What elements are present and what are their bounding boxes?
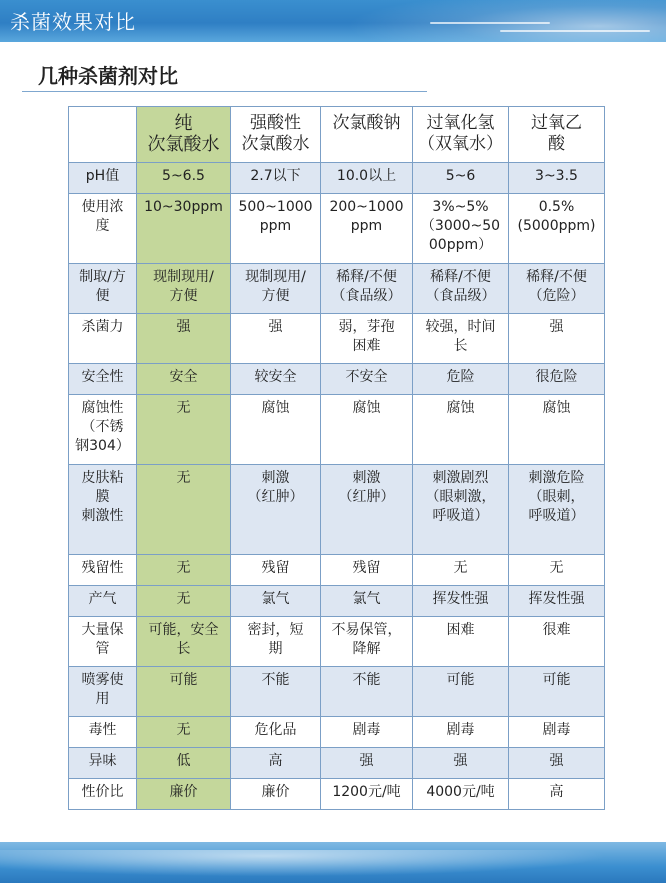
table-cell: 强: [509, 748, 605, 779]
table-row: [69, 717, 605, 748]
table-cell: 5~6: [413, 163, 509, 194]
table-cell: 剧毒: [321, 717, 413, 748]
table-row: [69, 364, 605, 395]
table-cell: 氯气: [321, 586, 413, 617]
table-row: [69, 314, 605, 364]
table-cell: 廉价: [137, 779, 231, 810]
table-row: [69, 617, 605, 667]
table-cell: 无: [509, 555, 605, 586]
row-label-cell: 异味: [69, 748, 137, 779]
table-cell: 无: [137, 555, 231, 586]
table-row: [69, 748, 605, 779]
table-row: [69, 264, 605, 314]
table-cell: 强: [137, 314, 231, 364]
header-cell-peracetic-acid: 过氧乙 酸: [509, 107, 605, 163]
table-cell: 挥发性强: [509, 586, 605, 617]
table-cell: 剧毒: [509, 717, 605, 748]
table-cell: 低: [137, 748, 231, 779]
table-cell: 稀释/不便 （危险）: [509, 264, 605, 314]
table-cell: 残留: [231, 555, 321, 586]
header-cell-hydrogen-peroxide: 过氧化氢 （双氧水）: [413, 107, 509, 163]
table-cell: 残留: [321, 555, 413, 586]
table-cell: 不安全: [321, 364, 413, 395]
table-cell: 无: [137, 717, 231, 748]
table-cell: 刺激剧烈 （眼刺激， 呼吸道）: [413, 465, 509, 555]
table-cell: 强: [413, 748, 509, 779]
table-row: [69, 555, 605, 586]
row-label-cell: 杀菌力: [69, 314, 137, 364]
row-label-cell: 制取/方 便: [69, 264, 137, 314]
table-cell: 无: [137, 586, 231, 617]
table-cell: 可能: [413, 667, 509, 717]
table-cell: 较强，时间 长: [413, 314, 509, 364]
table-cell: 挥发性强: [413, 586, 509, 617]
table-cell: 可能: [509, 667, 605, 717]
title-banner: [0, 0, 666, 42]
table-cell: 稀释/不便 （食品级）: [321, 264, 413, 314]
table-cell: 腐蚀: [321, 395, 413, 465]
table-cell: 10.0以上: [321, 163, 413, 194]
table-row: [69, 395, 605, 465]
table-cell: 密封，短 期: [231, 617, 321, 667]
table-cell: 3%~5% （3000~50 00ppm）: [413, 194, 509, 264]
table-cell: 1200元/吨: [321, 779, 413, 810]
table-cell: 不易保管， 降解: [321, 617, 413, 667]
header-cell-strong-acid-hypochlorous-water: 强酸性 次氯酸水: [231, 107, 321, 163]
table-cell: 强: [509, 314, 605, 364]
row-label-cell: 产气: [69, 586, 137, 617]
table-cell: 500~1000 ppm: [231, 194, 321, 264]
row-label-cell: 大量保 管: [69, 617, 137, 667]
table-cell: 腐蚀: [413, 395, 509, 465]
row-label-cell: 性价比: [69, 779, 137, 810]
table-header-row: [69, 107, 605, 163]
table-cell: 刺激危险 （眼刺， 呼吸道）: [509, 465, 605, 555]
banner-streak: [430, 22, 550, 24]
table-cell: 弱，芽孢 困难: [321, 314, 413, 364]
header-cell: [69, 107, 137, 163]
table-cell: 稀释/不便 （食品级）: [413, 264, 509, 314]
table-cell: 困难: [413, 617, 509, 667]
table-cell: 5~6.5: [137, 163, 231, 194]
table-cell: 廉价: [231, 779, 321, 810]
row-label-cell: 腐蚀性 （不锈 钢304）: [69, 395, 137, 465]
table-cell: 很危险: [509, 364, 605, 395]
table-cell: 可能: [137, 667, 231, 717]
row-label-cell: 皮肤粘 膜 刺激性: [69, 465, 137, 555]
table-cell: 现制现用/ 方便: [137, 264, 231, 314]
section-heading: 几种杀菌剂对比: [38, 64, 178, 88]
table-cell: 刺激 （红肿）: [321, 465, 413, 555]
table-cell: 无: [413, 555, 509, 586]
table-cell: 氯气: [231, 586, 321, 617]
table-cell: 4000元/吨: [413, 779, 509, 810]
table-cell: 无: [137, 465, 231, 555]
footer-wave: [0, 850, 666, 880]
table-cell: 很难: [509, 617, 605, 667]
footer-banner: [0, 842, 666, 883]
row-label-cell: 毒性: [69, 717, 137, 748]
table-cell: 高: [231, 748, 321, 779]
table-cell: 剧毒: [413, 717, 509, 748]
table-cell: 较安全: [231, 364, 321, 395]
row-label-cell: 使用浓 度: [69, 194, 137, 264]
heading-underline: [22, 91, 427, 92]
table-cell: 3~3.5: [509, 163, 605, 194]
table-cell: 2.7以下: [231, 163, 321, 194]
table-cell: 腐蚀: [231, 395, 321, 465]
table-row: [69, 667, 605, 717]
banner-gloss: [346, 0, 666, 42]
row-label-cell: 安全性: [69, 364, 137, 395]
table-row: [69, 586, 605, 617]
table-cell: 安全: [137, 364, 231, 395]
table-cell: 不能: [231, 667, 321, 717]
table-cell: 腐蚀: [509, 395, 605, 465]
table-cell: 无: [137, 395, 231, 465]
table-row: [69, 465, 605, 555]
row-label-cell: pH值: [69, 163, 137, 194]
banner-streak: [500, 30, 650, 32]
table-row: [69, 194, 605, 264]
table-cell: 10~30ppm: [137, 194, 231, 264]
table-cell: 0.5% (5000ppm): [509, 194, 605, 264]
table-cell: 危化品: [231, 717, 321, 748]
row-label-cell: 残留性: [69, 555, 137, 586]
table-row: [69, 163, 605, 194]
table-cell: 不能: [321, 667, 413, 717]
comparison-table: [68, 106, 605, 810]
header-cell-sodium-hypochlorite: 次氯酸钠: [321, 107, 413, 163]
table-cell: 刺激 （红肿）: [231, 465, 321, 555]
table-cell: 高: [509, 779, 605, 810]
table-cell: 可能，安全 长: [137, 617, 231, 667]
table-row: [69, 779, 605, 810]
header-cell-pure-hypochlorous-water: 纯 次氯酸水: [137, 107, 231, 163]
table-cell: 200~1000 ppm: [321, 194, 413, 264]
table-cell: 危险: [413, 364, 509, 395]
table-cell: 强: [321, 748, 413, 779]
table-cell: 现制现用/ 方便: [231, 264, 321, 314]
slide-title: 杀菌效果对比: [10, 10, 136, 34]
row-label-cell: 喷雾使 用: [69, 667, 137, 717]
table-cell: 强: [231, 314, 321, 364]
